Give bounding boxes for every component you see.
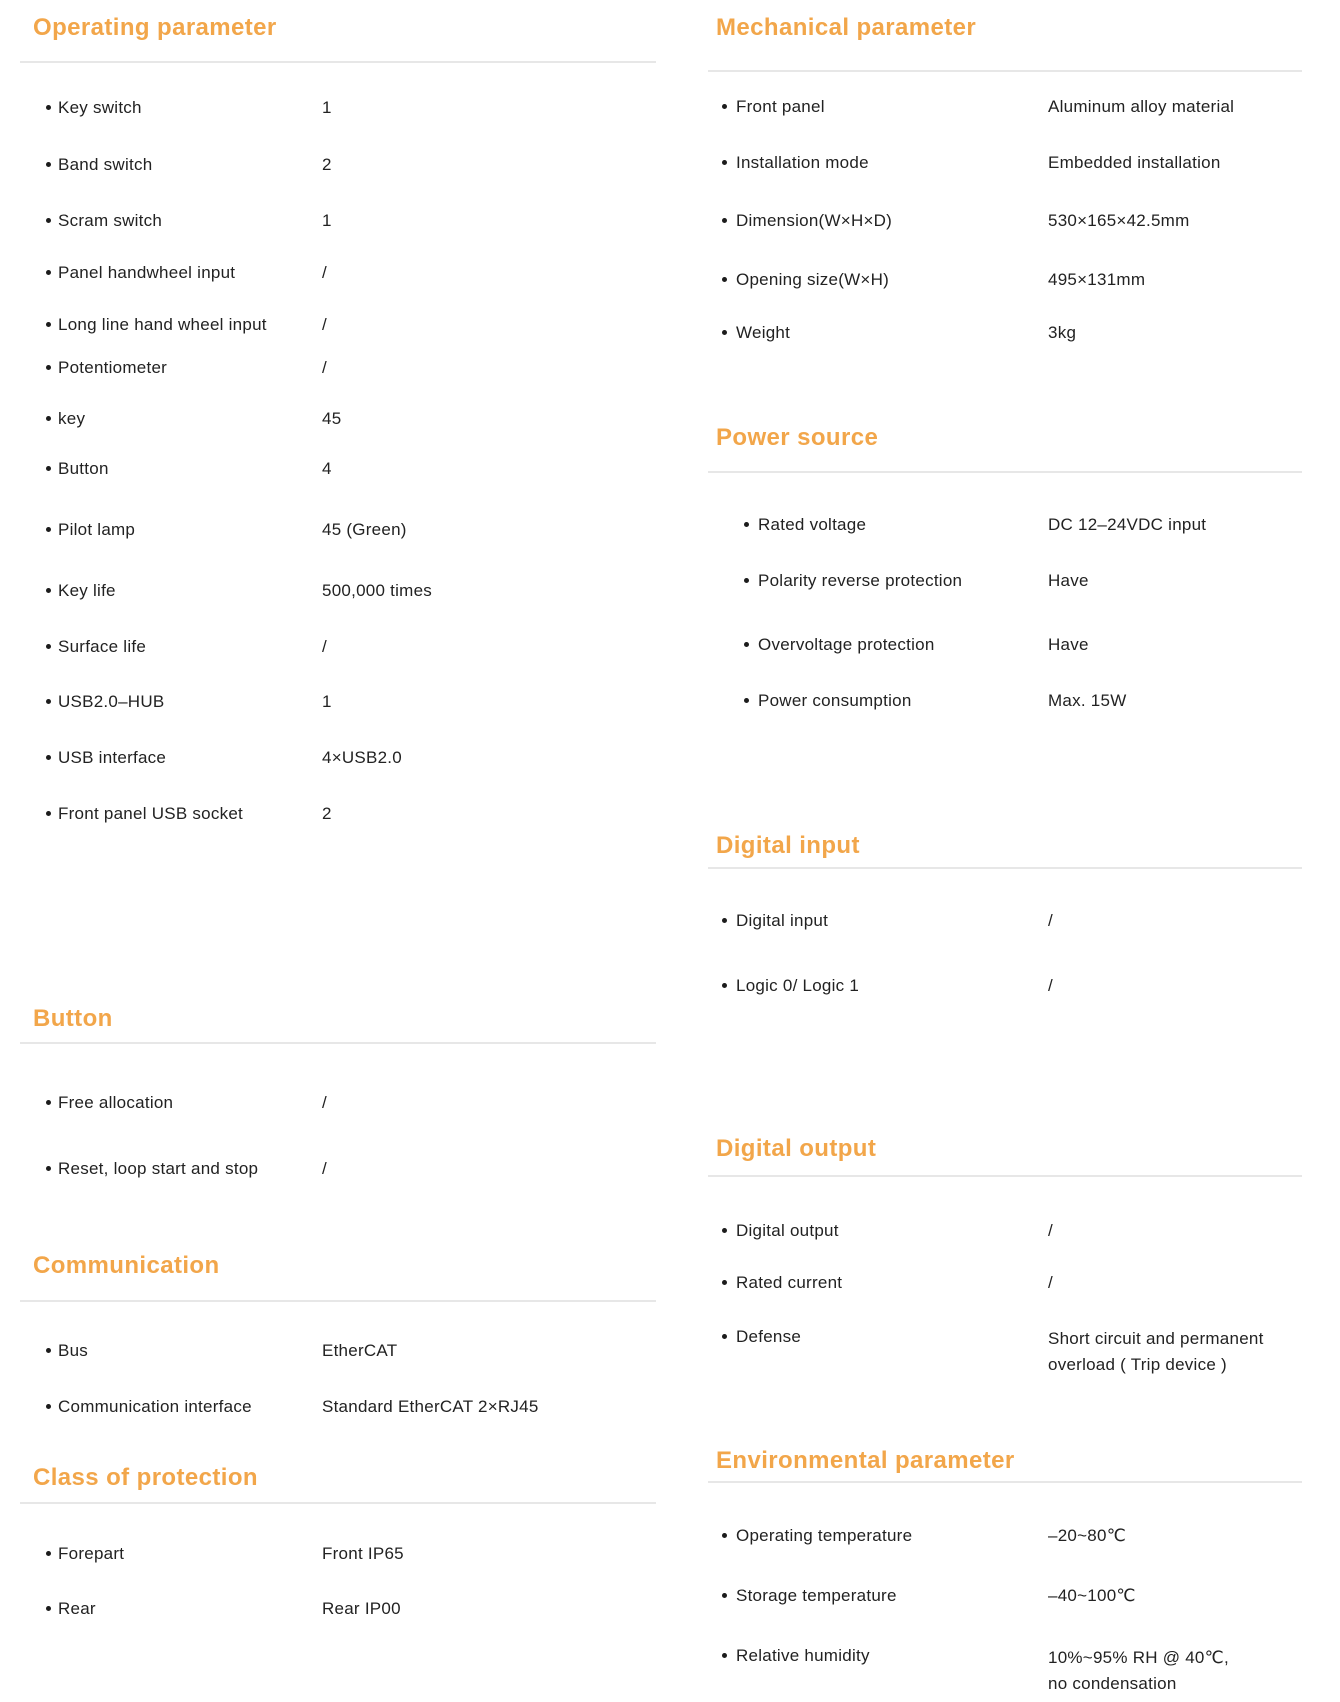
param-value: EtherCAT — [322, 1341, 398, 1360]
param-value: DC 12–24VDC input — [1048, 515, 1207, 534]
param-label: Installation mode — [736, 153, 869, 172]
section-divider — [708, 867, 1302, 869]
param-value: Aluminum alloy material — [1048, 97, 1235, 116]
param-label: Free allocation — [58, 1093, 174, 1112]
param-value: 4 — [322, 459, 332, 478]
param-label: Rear — [58, 1599, 96, 1618]
param-label: Relative humidity — [736, 1646, 870, 1665]
param-value: Front IP65 — [322, 1544, 404, 1563]
param-row — [0, 96, 1340, 120]
param-value: 4×USB2.0 — [322, 748, 402, 767]
param-row — [0, 975, 1340, 999]
param-label: Storage temperature — [736, 1586, 897, 1605]
param-label: Scram switch — [58, 211, 163, 230]
param-value: / — [322, 1159, 327, 1178]
param-value: Rear IP00 — [322, 1599, 401, 1618]
param-label: Bus — [58, 1341, 89, 1360]
param-row — [0, 269, 1340, 293]
param-label: Key life — [58, 581, 116, 600]
bullet-icon — [722, 1334, 727, 1339]
section-title: Button — [33, 1005, 113, 1032]
bullet-icon — [744, 698, 749, 703]
param-value: / — [322, 263, 327, 282]
param-label: Front panel USB socket — [58, 804, 244, 823]
param-value: / — [1048, 1273, 1053, 1292]
param-label: key — [58, 409, 86, 428]
param-value: / — [1048, 911, 1053, 930]
section-divider — [708, 1175, 1302, 1177]
param-value: / — [1048, 976, 1053, 995]
section-title: Environmental parameter — [716, 1447, 1015, 1474]
bullet-icon — [722, 104, 727, 109]
bullet-icon — [722, 1228, 727, 1233]
param-row — [0, 1220, 1340, 1244]
param-label: Panel handwheel input — [58, 263, 236, 282]
param-label: Pilot lamp — [58, 520, 136, 539]
param-row — [0, 1525, 1340, 1549]
param-label: Reset, loop start and stop — [58, 1159, 259, 1178]
param-label: Communication interface — [58, 1397, 252, 1416]
param-value: 500,000 times — [322, 581, 433, 600]
param-value: –40~100℃ — [1048, 1586, 1136, 1605]
param-label: Rated voltage — [758, 515, 867, 534]
param-value: / — [322, 1093, 327, 1112]
param-value: 530×165×42.5mm — [1048, 211, 1190, 230]
section-divider — [708, 70, 1302, 72]
param-value: Have — [1048, 635, 1089, 654]
section-divider — [708, 471, 1302, 473]
param-label: Forepart — [58, 1544, 125, 1563]
param-row — [0, 910, 1340, 934]
param-row — [0, 1645, 1340, 1693]
param-value: –20~80℃ — [1048, 1526, 1127, 1545]
param-value: Max. 15W — [1048, 691, 1127, 710]
section-title: Class of protection — [33, 1464, 258, 1491]
param-value: 2 — [322, 155, 332, 174]
param-label: Power consumption — [758, 691, 912, 710]
bullet-icon — [722, 1653, 727, 1658]
param-label: Polarity reverse protection — [758, 571, 963, 590]
param-label: Potentiometer — [58, 358, 168, 377]
param-value: Embedded installation — [1048, 153, 1221, 172]
param-label: Opening size(W×H) — [736, 270, 890, 289]
section-title: Operating parameter — [33, 14, 277, 41]
param-label: USB2.0–HUB — [58, 692, 165, 711]
bullet-icon — [722, 160, 727, 165]
section-title: Communication — [33, 1252, 220, 1279]
param-row — [0, 570, 1340, 594]
param-value: / — [1048, 1221, 1053, 1240]
section-title: Power source — [716, 424, 879, 451]
bullet-icon — [722, 1533, 727, 1538]
param-label: Weight — [736, 323, 791, 342]
section-divider — [708, 1481, 1302, 1483]
bullet-icon — [744, 578, 749, 583]
param-row — [0, 514, 1340, 538]
param-label: Operating temperature — [736, 1526, 913, 1545]
param-value-line: no condensation — [1048, 1674, 1177, 1693]
param-value: 3kg — [1048, 323, 1077, 342]
bullet-icon — [722, 983, 727, 988]
param-label: Key switch — [58, 98, 142, 117]
bullet-icon — [722, 218, 727, 223]
param-value: 2 — [322, 804, 332, 823]
param-label: Surface life — [58, 637, 147, 656]
section-title: Digital input — [716, 832, 860, 859]
bullet-icon — [722, 918, 727, 923]
param-value: / — [322, 358, 327, 377]
param-row — [0, 210, 1340, 234]
param-row — [0, 1585, 1340, 1609]
param-value: 45 — [322, 409, 342, 428]
bullet-icon — [744, 642, 749, 647]
param-value-line: 10%~95% RH @ 40℃, — [1048, 1648, 1229, 1667]
param-value: / — [322, 637, 327, 656]
bullet-icon — [722, 1280, 727, 1285]
param-value-line: Short circuit and permanent — [1048, 1329, 1264, 1348]
param-row — [0, 634, 1340, 658]
param-label: USB interface — [58, 748, 167, 767]
param-label: Digital input — [736, 911, 829, 930]
param-row — [0, 690, 1340, 714]
param-value: 1 — [322, 98, 332, 117]
param-value: 495×131mm — [1048, 270, 1146, 289]
param-label: Defense — [736, 1327, 802, 1346]
bullet-icon — [722, 277, 727, 282]
bullet-icon — [744, 522, 749, 527]
param-label: Rated current — [736, 1273, 843, 1292]
param-label: Dimension(W×H×D) — [736, 211, 893, 230]
param-value-line: overload ( Trip device ) — [1048, 1355, 1227, 1374]
bullet-icon — [722, 330, 727, 335]
param-row — [0, 152, 1340, 176]
param-value: 1 — [322, 211, 332, 230]
param-label: Button — [58, 459, 109, 478]
param-label: Overvoltage protection — [758, 635, 935, 654]
param-label: Front panel — [736, 97, 825, 116]
param-value: / — [322, 315, 327, 334]
param-label: Long line hand wheel input — [58, 315, 267, 334]
param-row — [0, 322, 1340, 346]
bullet-icon — [722, 1593, 727, 1598]
section-title: Mechanical parameter — [716, 14, 977, 41]
param-label: Band switch — [58, 155, 153, 174]
param-value: 45 (Green) — [322, 520, 407, 539]
param-value: Standard EtherCAT 2×RJ45 — [322, 1397, 539, 1416]
param-row — [0, 1272, 1340, 1296]
param-label: Logic 0/ Logic 1 — [736, 976, 860, 995]
param-value: Have — [1048, 571, 1089, 590]
param-value — [1048, 1645, 1229, 1697]
param-label: Digital output — [736, 1221, 839, 1240]
param-value — [1048, 1326, 1264, 1378]
section-title: Digital output — [716, 1135, 877, 1162]
param-value: 1 — [322, 692, 332, 711]
